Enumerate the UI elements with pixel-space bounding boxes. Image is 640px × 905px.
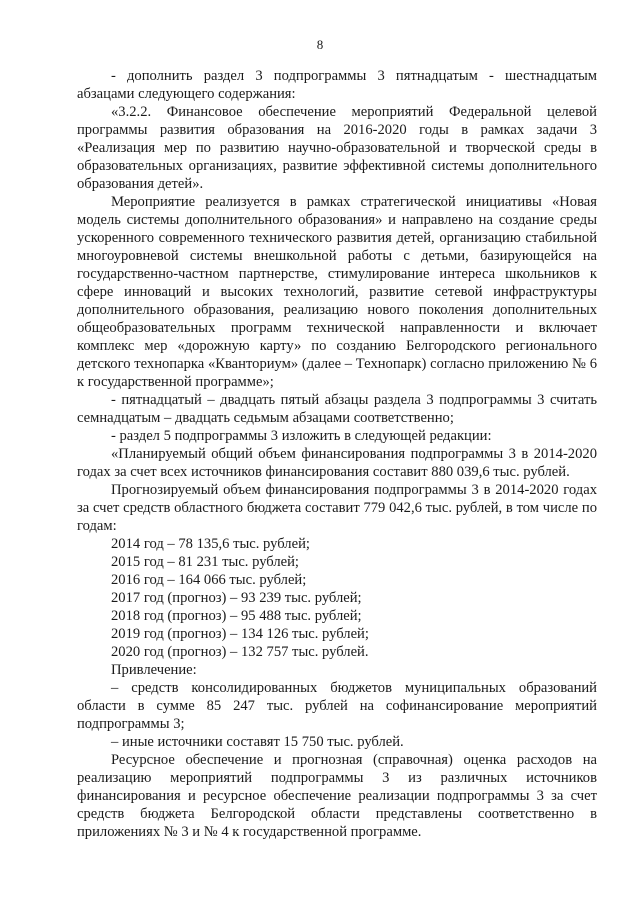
year-line: 2018 год (прогноз) – 95 488 тыс. рублей; — [111, 608, 362, 624]
paragraph-3-2-2-heading: «3.2.2. Финансовое обеспечение мероприятий Федеральной целевой программы развития образования на 2016-2020 годы в рамках задачи 3 «Реализация мер по развитию научно-образовательной и творческой среды в образовательных организациях, развитие эффективной системы дополнительного образования детей». — [77, 104, 597, 192]
paragraph-section5-new-edition: - раздел 5 подпрограммы 3 изложить в следующей редакции: — [111, 428, 492, 444]
year-line: 2014 год – 78 135,6 тыс. рублей; — [111, 536, 310, 552]
year-line: 2016 год – 164 066 тыс. рублей; — [111, 572, 307, 588]
year-line: 2015 год – 81 231 тыс. рублей; — [111, 554, 299, 570]
paragraph-municipal-budgets: – средств консолидированных бюджетов муниципальных образований области в сумме 85 247 тыс. рублей на софинансирование мероприятий подпрограммы 3; — [77, 680, 597, 732]
paragraph-resource-support: Ресурсное обеспечение и прогнозная (справочная) оценка расходов на реализацию мероприятий подпрограммы 3 из различных источников финансирования и ресурсное обеспечение реализации подпрограммы 3 за счет средств бюджета Белгородской области представлены соответственно в приложениях № 3 и № 4 к государственной программе. — [77, 752, 597, 840]
paragraph-regional-budget: Прогнозируемый объем финансирования подпрограммы 3 в 2014-2020 годах за счет средств областного бюджета составит 779 042,6 тыс. рублей, в том числе по годам: — [77, 482, 597, 534]
paragraph-event-description: Мероприятие реализуется в рамках стратегической инициативы «Новая модель системы дополнительного образования» и направлено на создание среды ускоренного современного технического развития детей, организацию стабильной многоуровневой системы внешкольной работы с детьми, базирующейся на государственно-частном партнерстве, стимулирование интереса школьников к сфере инноваций и высоких технологий, развитие сетевой инфраструктуры дополнительного образования, реализацию нового поколения дополнительных общеобразовательных программ технической направленности и включает комплекс мер «дорожную карту» по созданию Белгородского регионального детского технопарка «Кванториум» (далее – Технопарк) согласно приложению № 6 к государственной программе»; — [77, 194, 597, 390]
paragraph-other-sources: – иные источники составят 15 750 тыс. рублей. — [111, 734, 404, 750]
year-line: 2017 год (прогноз) – 93 239 тыс. рублей; — [111, 590, 362, 606]
year-line: 2020 год (прогноз) – 132 757 тыс. рублей. — [111, 644, 369, 660]
paragraph-renumber: - пятнадцатый – двадцать пятый абзацы раздела 3 подпрограммы 3 считать семнадцатым – двадцать седьмым абзацами соответственно; — [77, 392, 597, 426]
paragraph-amend-section3: - дополнить раздел 3 подпрограммы 3 пятнадцатым - шестнадцатым абзацами следующего содержания: — [77, 68, 597, 102]
document-body — [77, 67, 597, 841]
year-line: 2019 год (прогноз) – 134 126 тыс. рублей; — [111, 626, 369, 642]
paragraph-total-financing: «Планируемый общий объем финансирования подпрограммы 3 в 2014-2020 годах за счет всех источников финансирования составит 880 039,6 тыс. рублей. — [77, 446, 597, 480]
attraction-label: Привлечение: — [111, 662, 197, 678]
page-number: 8 — [316, 37, 324, 52]
